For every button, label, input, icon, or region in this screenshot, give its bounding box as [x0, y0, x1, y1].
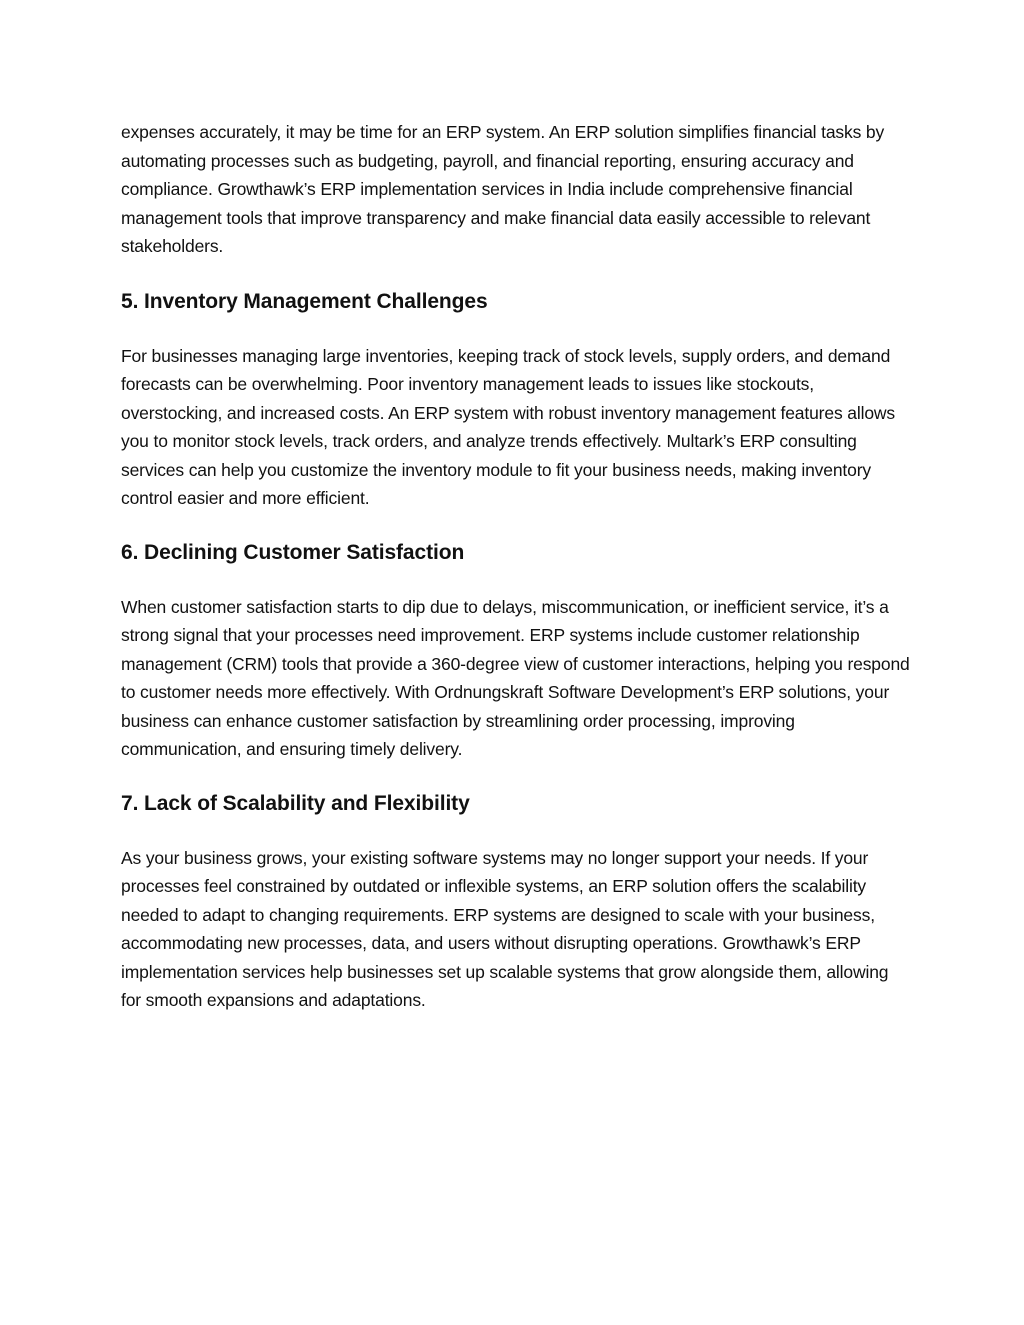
section-body-inventory: For businesses managing large inventories, keeping track of stock levels, supply orders, and demand forecasts can be overwhelming. Poor inventory management leads to issues like stockouts, overstocking, and increased costs. An ERP system with robust inventory management features allows you to monitor stock levels, track orders, and analyze trends effectively. Multark’s ERP consulting services can help you customize the inventory module to fit your business needs, making inventory control easier and more efficient. [121, 345, 895, 508]
intro-paragraph: expenses accurately, it may be time for an ERP system. An ERP solution simplifies financial tasks by automating processes such as budgeting, payroll, and financial reporting, ensuring accuracy and compliance. Growthawk’s ERP implementation services in India include comprehensive financial management tools that improve transparency and make financial data easily accessible to relevant stakeholders. [121, 122, 885, 256]
document-page [121, 118, 911, 1015]
section-heading-scalability: 7. Lack of Scalability and Flexibility [121, 791, 470, 815]
section-body-scalability: As your business grows, your existing software systems may no longer support your needs. If your processes feel constrained by outdated or inflexible systems, an ERP solution offers the scalability needed to adapt to changing requirements. ERP systems are designed to scale with your business, accommodating new processes, data, and users without disrupting operations. Growthawk’s ERP implementation services help businesses set up scalable systems that grow alongside them, allowing for smooth expansions and adaptations. [121, 847, 889, 1010]
section-heading-inventory: 5. Inventory Management Challenges [121, 289, 488, 313]
section-body-customer-satisfaction: When customer satisfaction starts to dip due to delays, miscommunication, or inefficient service, it’s a strong signal that your processes need improvement. ERP systems include customer relationship management (CRM) tools that provide a 360-degree view of customer interactions, helping you respond to customer needs more effectively. With Ordnungskraft Software Development’s ERP solutions, your business can enhance customer satisfaction by streamlining order processing, improving communication, and ensuring timely delivery. [121, 596, 910, 759]
section-heading-customer-satisfaction: 6. Declining Customer Satisfaction [121, 540, 465, 564]
